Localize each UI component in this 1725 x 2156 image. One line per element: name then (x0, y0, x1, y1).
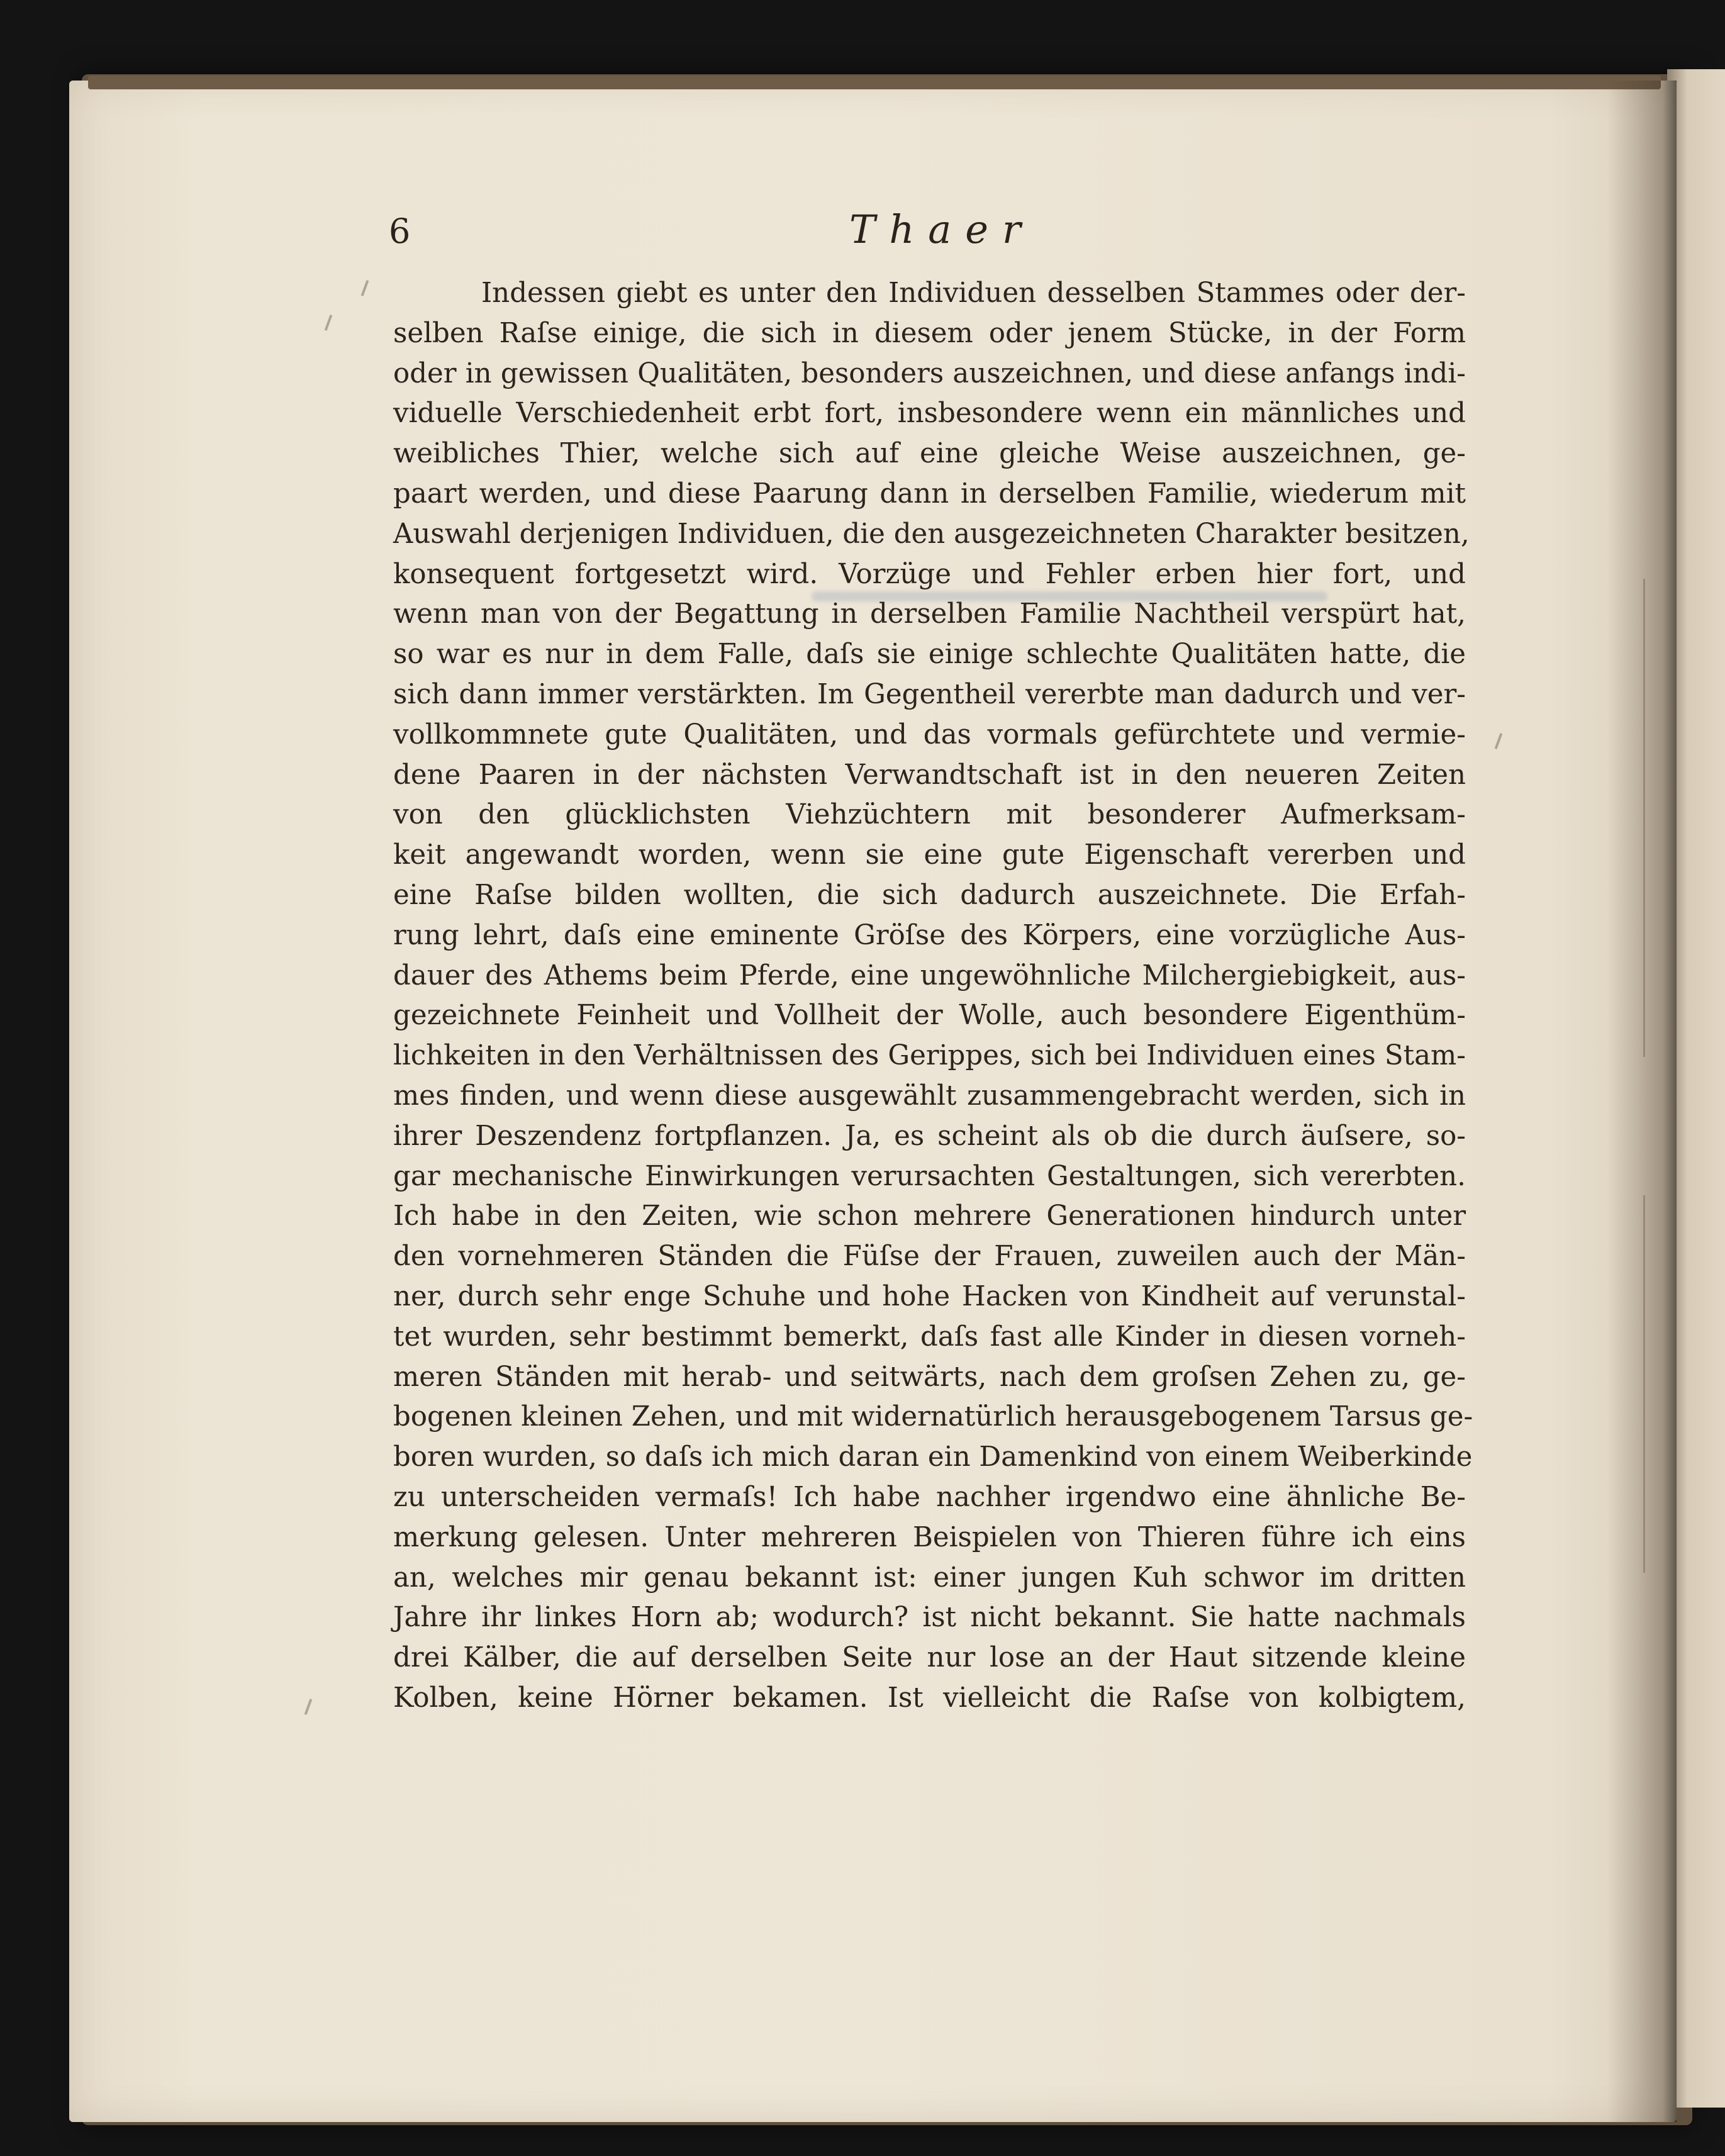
text-line: lichkeiten in den Verhältnissen des Gerippes, sich bei Individuen eines Stam- (393, 1040, 1466, 1072)
text-line: viduelle Verschiedenheit erbt fort, insbesondere wenn ein männliches und (393, 398, 1466, 430)
text-line: weibliches Thier, welche sich auf eine gleiche Weise auszeichnen, ge- (393, 438, 1466, 470)
page-top-edge (88, 75, 1661, 89)
text-line: bogenen kleinen Zehen, und mit widernatürlich herausgebogenem Tarsus ge- (393, 1401, 1473, 1433)
text-line: drei Kälber, die auf derselben Seite nur lose an der Haut sitzende kleine (393, 1642, 1466, 1674)
text-line: Indessen giebt es unter den Individuen desselben Stammes oder der- (481, 277, 1466, 309)
margin-rule (1643, 1195, 1645, 1573)
text-line: eine Raſse bilden wollten, die sich dadurch auszeichnete. Die Erfah- (393, 879, 1466, 911)
text-line: dauer des Athems beim Pferde, eine ungewöhnliche Milchergiebigkeit, aus- (393, 959, 1466, 991)
text-line: meren Ständen mit herab- und seitwärts, nach dem groſsen Zehen zu, ge- (393, 1361, 1466, 1393)
text-line: merkung gelesen. Unter mehreren Beispielen von Thieren führe ich eins (393, 1521, 1466, 1553)
text-line: den vornehmeren Ständen die Füſse der Frauen, zuweilen auch der Män- (393, 1241, 1466, 1273)
text-line: paart werden, und diese Paarung dann in derselben Familie, wiederum mit (393, 478, 1466, 510)
text-line: konsequent fortgesetzt wird. Vorzüge und Fehler erben hier fort, und (393, 558, 1466, 590)
text-line: keit angewandt worden, wenn sie eine gute Eigenschaft vererben und (393, 839, 1466, 871)
text-line: von den glücklichsten Viehzüchtern mit besonderer Aufmerksam- (393, 799, 1466, 831)
page-header (389, 200, 1496, 263)
text-line: gezeichnete Feinheit und Vollheit der Wolle, auch besondere Eigenthüm- (393, 1000, 1466, 1032)
page-number: 6 (389, 211, 411, 251)
text-line: wenn man von der Begattung in derselben Familie Nachtheil verspürt hat, (393, 598, 1466, 630)
text-line: Kolben, keine Hörner bekamen. Ist vielleicht die Raſse von kolbigtem, (393, 1682, 1466, 1714)
text-line: an, welches mir genau bekannt ist: einer jungen Kuh schwor im dritten (393, 1561, 1466, 1594)
text-line: sich dann immer verstärkten. Im Gegentheil vererbte man dadurch und ver- (393, 678, 1466, 710)
text-line: mes finden, und wenn diese ausgewählt zusammengebracht werden, sich in (393, 1080, 1466, 1112)
running-head: Thaer (849, 206, 1035, 252)
text-line: tet wurden, sehr bestimmt bemerkt, daſs fast alle Kinder in diesen vorneh- (393, 1321, 1466, 1353)
text-line: boren wurden, so daſs ich mich daran ein Damenkind von einem Weiberkinde (393, 1441, 1473, 1473)
text-line: ner, durch sehr enge Schuhe und hohe Hacken von Kindheit auf verunstal- (393, 1280, 1466, 1312)
margin-rule (1643, 579, 1645, 1057)
text-line: Jahre ihr linkes Horn ab; wodurch? ist nicht bekannt. Sie hatte nachmals (393, 1602, 1466, 1634)
text-line: zu unterscheiden vermaſs! Ich habe nachher irgendwo eine ähnliche Be- (393, 1481, 1466, 1513)
text-line: oder in gewissen Qualitäten, besonders auszeichnen, und diese anfangs indi- (393, 357, 1466, 389)
text-line: ihrer Deszendenz fortpflanzen. Ja, es scheint als ob die durch äuſsere, so- (393, 1120, 1466, 1152)
gutter-shadow (1607, 81, 1677, 2122)
text-line: so war es nur in dem Falle, daſs sie einige schlechte Qualitäten hatte, die (393, 639, 1466, 671)
text-line: vollkommnete gute Qualitäten, und das vormals gefürchtete und vermie- (393, 718, 1466, 751)
text-line: Ich habe in den Zeiten, wie schon mehrere Generationen hindurch unter (393, 1200, 1466, 1232)
text-line: Auswahl derjenigen Individuen, die den ausgezeichneten Charakter besitzen, (393, 518, 1470, 550)
text-line: selben Raſse einige, die sich in diesem oder jenem Stücke, in der Form (393, 317, 1466, 349)
body-text (393, 274, 1473, 1719)
text-line: dene Paaren in der nächsten Verwandtschaft ist in den neueren Zeiten (393, 759, 1466, 791)
text-line: gar mechanische Einwirkungen verursachten Gestaltungen, sich vererbten. (393, 1160, 1466, 1192)
text-line: rung lehrt, daſs eine eminente Gröſse des Körpers, eine vorzügliche Aus- (393, 919, 1466, 951)
